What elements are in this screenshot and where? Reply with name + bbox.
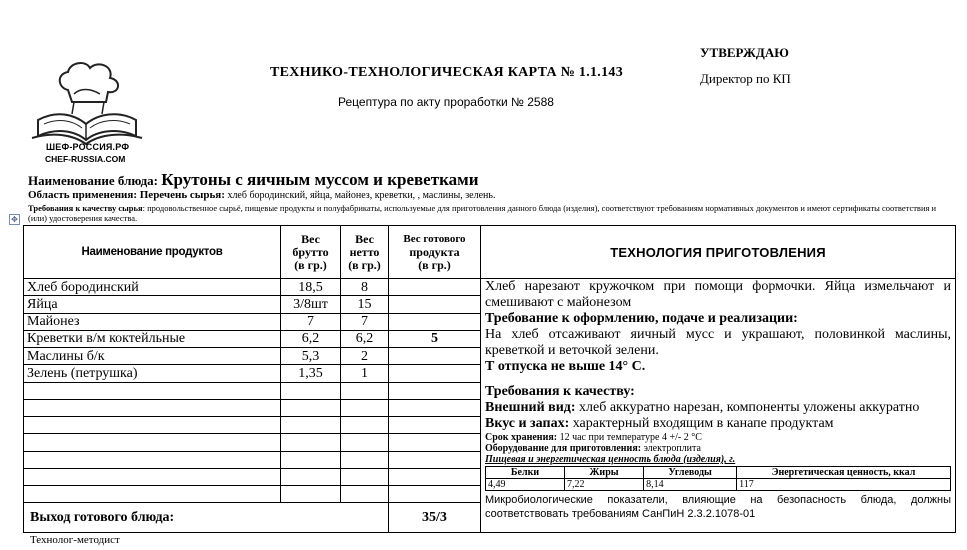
table-row: Креветки в/м коктейльные 6,2 6,2 5 bbox=[24, 330, 956, 347]
equip-line: Оборудование для приготовления: электроплита bbox=[485, 443, 701, 454]
scope-line bbox=[28, 189, 495, 201]
table-row: Маслины б/к 5,3 2 bbox=[24, 348, 956, 365]
header-product-name: Наименование продуктов bbox=[24, 226, 281, 279]
table-row: Яйца 3/8шт 15 bbox=[24, 296, 956, 313]
dish-name: Крутоны с яичным муссом и креветками bbox=[161, 170, 479, 189]
nutrition-table bbox=[485, 466, 951, 491]
scope-label: Область применения: bbox=[28, 189, 140, 201]
nutrition-header-row: Белки Жиры Углеводы Энергетическая ценность, ккал bbox=[486, 467, 951, 479]
director-label: Директор по КП bbox=[700, 71, 791, 86]
header-gross: Вес брутто (в гр.) bbox=[281, 226, 341, 279]
serving-temp: Т отпуска не выше 14° С. bbox=[485, 359, 646, 374]
serving-title: Требование к оформлению, подаче и реализации: bbox=[485, 311, 798, 326]
quality-title: Требования к качеству: bbox=[485, 384, 635, 399]
table-move-handle-icon[interactable]: ✥ bbox=[9, 214, 20, 225]
dish-name-line bbox=[28, 170, 479, 190]
technology-cell bbox=[481, 279, 956, 533]
nutrition-values-row: 4,49 7,22 8,14 117 bbox=[486, 479, 951, 491]
approve-label: УТВЕРЖДАЮ bbox=[700, 45, 789, 60]
header-ready: Вес готового продукта (в гр.) bbox=[389, 226, 481, 279]
tech-text: Хлеб нарезают кружочком при помощи формочки. Яйца измельчают и смешивают с майонезом bbox=[485, 279, 951, 310]
logo-text-ru: ШЕФ-РОССИЯ.РФ bbox=[46, 142, 130, 152]
micro-text: Микробиологические показатели, влияющие на безопасность блюда, должны соответствовать требованиям СанПиН 2.3.2.1078-01 bbox=[485, 494, 951, 520]
output-label: Выход готового блюда: bbox=[24, 503, 389, 533]
table-row: Зелень (петрушка) 1,35 1 bbox=[24, 365, 956, 382]
shelf-line: Срок хранения: 12 час при температуре 4 +/- 2 °С bbox=[485, 432, 702, 443]
raw-list-label: Перечень сырья: bbox=[139, 189, 225, 201]
look-line: Внешний вид: хлеб аккуратно нарезан, компоненты уложены аккуратно bbox=[485, 400, 920, 415]
page-subtitle: Рецептура по акту проработки № 2588 bbox=[338, 95, 554, 109]
raw-list: хлеб бородинский, яйца, майонез, креветки, , маслины, зелень. bbox=[224, 190, 496, 201]
table-header-row bbox=[24, 226, 956, 279]
taste-line: Вкус и запах: характерный входящим в канапе продуктам bbox=[485, 416, 834, 431]
output-value: 35/3 bbox=[389, 503, 481, 533]
serving-text: На хлеб отсаживают яичный мусс и украшают, половинкой маслины, креветкой и веточкой зелени. bbox=[485, 327, 951, 358]
page-title: ТЕХНИКО-ТЕХНОЛОГИЧЕСКАЯ КАРТА № 1.1.143 bbox=[270, 65, 624, 80]
nutrition-title: Пищевая и энергетическая ценность блюда (изделия), г. bbox=[485, 454, 736, 465]
dish-label: Наименование блюда: bbox=[28, 173, 162, 188]
tech-card-table bbox=[23, 225, 956, 533]
chef-hat-book-icon bbox=[28, 58, 146, 148]
header-net: Вес нетто (в гр.) bbox=[341, 226, 389, 279]
technologist-label: Технолог-методист bbox=[30, 534, 120, 546]
header-technology: ТЕХНОЛОГИЯ ПРИГОТОВЛЕНИЯ bbox=[481, 226, 956, 279]
requirements-label: Требования к качеству сырья bbox=[28, 203, 143, 213]
logo bbox=[28, 58, 146, 178]
table-row: Майонез 7 7 bbox=[24, 313, 956, 330]
logo-text-en: CHEF-RUSSIA.COM bbox=[45, 154, 126, 164]
table-row: Хлеб бородинский 18,5 8 Хлеб нарезают кружочком при помощи формочки. Яйца измельчают и смешивают с майонезом Требование к оформлению, подаче и реализации: На хлеб отсаживают яичный мусс и украшают, половинкой маслины, креветкой и веточкой зелени. Т отпуска не выше 14° С. Требования к качеству: Внешний вид: хлеб аккуратно нарезан, компоненты уложены аккуратно Вкус и запах: характерный входящим в канапе продуктам Срок хранения: 12 час при температуре 4 +/- 2 °С Оборудование для приготовления: электроплита Пищевая и энергетическая ценность блюда (изделия), г. Белки Жиры Углеводы Энергетическая ценность, ккал 4,49 7,22 8,14 117 Микробиологические показатели, влияющие на безопасность блюда, должны соответствовать требованиям СанПиН 2.3.2.1078-01 bbox=[24, 279, 956, 296]
requirements-text bbox=[28, 203, 943, 223]
requirements-body: : продовольственное сырьё, пищевые продукты и полуфабрикаты, используемые для приготовления данного блюда (изделия), соответствуют требованиям нормативных документов и имеют сертификаты соответствия и (или) удостоверения качества. bbox=[28, 203, 937, 223]
